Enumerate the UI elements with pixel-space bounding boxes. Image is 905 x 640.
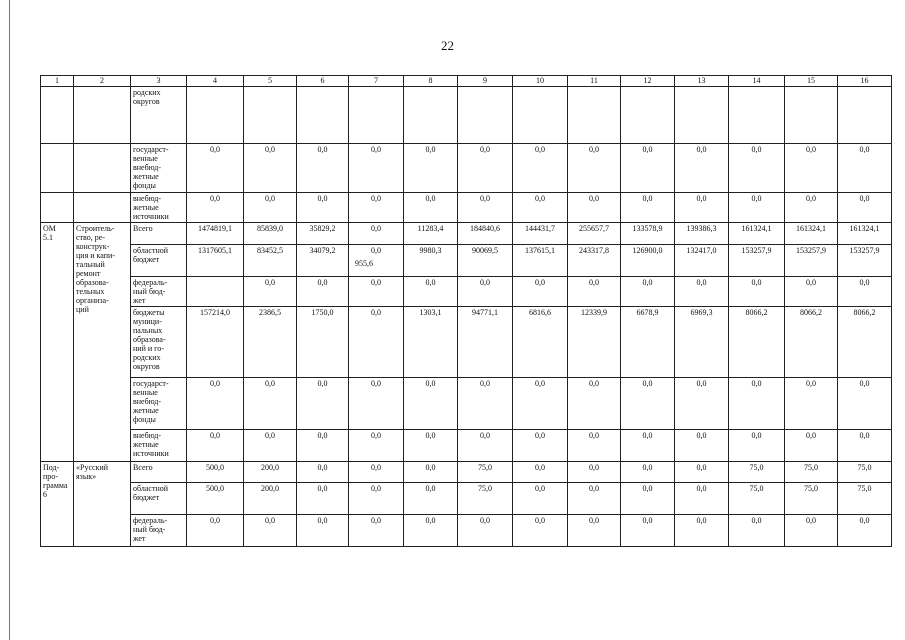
amount-cell: 2386,5: [244, 307, 297, 378]
amount-cell: 0,0: [513, 462, 568, 483]
column-header: 6: [297, 76, 349, 87]
amount-cell: 12339,9: [568, 307, 621, 378]
amount-cell: 0,0: [513, 430, 568, 462]
amount-cell: 75,0: [458, 483, 513, 515]
left-margin-line: [9, 0, 10, 640]
amount-cell: [187, 87, 244, 144]
table-row: [41, 430, 892, 462]
amount-cell: 0,0: [349, 193, 404, 223]
amount-cell: 0,0: [838, 277, 892, 307]
column-header: 1: [41, 76, 74, 87]
table-row: [41, 87, 892, 144]
amount-cell: 153257,9: [785, 245, 838, 277]
column-header: 16: [838, 76, 892, 87]
funding-source: родских округов: [131, 87, 187, 144]
amount-cell: [187, 277, 244, 307]
column-header: 10: [513, 76, 568, 87]
column-header: 11: [568, 76, 621, 87]
amount-cell: 6678,9: [621, 307, 675, 378]
amount-cell: 8066,2: [838, 307, 892, 378]
amount-cell: 0,0: [244, 430, 297, 462]
amount-cell: 161324,1: [729, 223, 785, 245]
amount-cell: 0,0: [568, 277, 621, 307]
amount-cell: 0,0: [458, 144, 513, 193]
column-header: 14: [729, 76, 785, 87]
amount-cell: 0,0: [404, 144, 458, 193]
amount-cell: 0,0: [621, 483, 675, 515]
amount-cell: 0,0: [349, 515, 404, 547]
amount-cell: 0,0: [404, 515, 458, 547]
program-name: [74, 193, 131, 223]
column-header: 2: [74, 76, 131, 87]
amount-cell: 0,0: [244, 144, 297, 193]
amount-cell: 243317,8: [568, 245, 621, 277]
amount-cell: 0,0: [404, 193, 458, 223]
table-row: [41, 462, 892, 483]
amount-cell: 0,0: [297, 193, 349, 223]
funding-source: государст- венные внебюд- жетные фонды: [131, 144, 187, 193]
amount-cell: 184840,6: [458, 223, 513, 245]
amount-cell: 75,0: [838, 462, 892, 483]
amount-cell: 153257,9: [729, 245, 785, 277]
amount-cell: 0,0: [568, 462, 621, 483]
amount-cell: 0,0: [675, 483, 729, 515]
amount-cell: 0,0: [513, 378, 568, 430]
funding-source: Всего: [131, 223, 187, 245]
amount-cell: 0,0: [458, 378, 513, 430]
amount-cell: 0,0: [568, 483, 621, 515]
amount-cell: 0,0: [621, 515, 675, 547]
amount-cell: 0,0: [785, 515, 838, 547]
amount-cell: 1750,0: [297, 307, 349, 378]
column-header: 3: [131, 76, 187, 87]
table-row: [41, 483, 892, 515]
program-code: [41, 144, 74, 193]
amount-cell: 0,0: [297, 378, 349, 430]
amount-cell: 85839,0: [244, 223, 297, 245]
amount-cell: 0,0: [349, 277, 404, 307]
amount-cell: 0,0: [349, 462, 404, 483]
amount-cell: 0,0: [729, 277, 785, 307]
amount-cell: 0,0: [404, 430, 458, 462]
amount-cell: 0,0: [187, 193, 244, 223]
table-row: [41, 277, 892, 307]
amount-cell: [729, 87, 785, 144]
amount-cell: 75,0: [785, 462, 838, 483]
amount-cell: 0,0: [349, 245, 404, 277]
amount-cell: 0,0: [838, 144, 892, 193]
amount-cell: 0,0: [513, 277, 568, 307]
program-code: [41, 87, 74, 144]
amount-cell: 75,0: [838, 483, 892, 515]
amount-cell: [785, 87, 838, 144]
amount-cell: 1474819,1: [187, 223, 244, 245]
funding-source: внебюд- жетные источники: [131, 430, 187, 462]
amount-cell: 0,0: [621, 462, 675, 483]
amount-cell: 0,0: [349, 430, 404, 462]
amount-cell: 0,0: [404, 483, 458, 515]
program-code: [41, 193, 74, 223]
program-name: [74, 144, 131, 193]
amount-cell: 0,0: [187, 515, 244, 547]
table-row: [41, 307, 892, 378]
funding-source: областной бюджет: [131, 483, 187, 515]
amount-cell: 90069,5: [458, 245, 513, 277]
amount-cell: 75,0: [729, 483, 785, 515]
funding-source: областной бюджет: [131, 245, 187, 277]
amount-cell: 0,0: [785, 430, 838, 462]
column-header: 13: [675, 76, 729, 87]
funding-source: Всего: [131, 462, 187, 483]
amount-cell: 34079,2: [297, 245, 349, 277]
amount-cell: 0,0: [675, 193, 729, 223]
funding-source: государст- венные внебюд- жетные фонды: [131, 378, 187, 430]
amount-cell: 500,0: [187, 483, 244, 515]
amount-cell: 0,0: [513, 193, 568, 223]
amount-cell: [621, 87, 675, 144]
amount-cell: 0,0: [785, 378, 838, 430]
amount-cell: 0,0: [568, 144, 621, 193]
table-row: [41, 144, 892, 193]
amount-cell: 200,0: [244, 483, 297, 515]
amount-cell: 8066,2: [785, 307, 838, 378]
amount-cell: [404, 87, 458, 144]
amount-cell: 0,0: [729, 378, 785, 430]
table-row: [41, 193, 892, 223]
amount-cell: 0,0: [349, 378, 404, 430]
amount-cell: 0,0: [458, 515, 513, 547]
amount-cell: 0,0: [297, 515, 349, 547]
amount-cell: 0,0: [568, 515, 621, 547]
column-header: 9: [458, 76, 513, 87]
amount-cell: 0,0: [297, 277, 349, 307]
amount-cell: 1317605,1: [187, 245, 244, 277]
amount-cell: 75,0: [785, 483, 838, 515]
header-row: [41, 76, 892, 87]
amount-cell: 0,0: [838, 430, 892, 462]
program-name: [74, 87, 131, 144]
amount-cell: 75,0: [729, 462, 785, 483]
amount-cell: 126900,0: [621, 245, 675, 277]
table-row: [41, 223, 892, 245]
amount-cell: [838, 87, 892, 144]
table-row: [41, 378, 892, 430]
amount-cell: 0,0: [785, 193, 838, 223]
amount-cell: 0,0: [675, 378, 729, 430]
amount-cell: [244, 87, 297, 144]
amount-cell: 0,0: [404, 378, 458, 430]
amount-cell: 0,0: [838, 378, 892, 430]
page-number: 22: [441, 38, 454, 53]
amount-cell: [568, 87, 621, 144]
amount-cell: 132417,0: [675, 245, 729, 277]
funding-source: федераль- ный бюд- жет: [131, 515, 187, 547]
amount-cell: 0,0: [675, 430, 729, 462]
amount-cell: 137615,1: [513, 245, 568, 277]
budget-table: [40, 75, 892, 547]
amount-cell: 0,0: [297, 462, 349, 483]
amount-cell: 161324,1: [838, 223, 892, 245]
amount-cell: 0,0: [244, 378, 297, 430]
amount-cell: 0,0: [244, 515, 297, 547]
amount-cell: 0,0: [838, 193, 892, 223]
amount-cell: 0,0: [568, 378, 621, 430]
amount-cell: [513, 87, 568, 144]
column-header: 7: [349, 76, 404, 87]
amount-cell: 139386,3: [675, 223, 729, 245]
amount-cell: 0,0: [187, 378, 244, 430]
amount-cell: 0,0: [513, 483, 568, 515]
amount-cell: 0,0: [729, 430, 785, 462]
funding-source: федераль- ный бюд- жет: [131, 277, 187, 307]
amount-cell: 500,0: [187, 462, 244, 483]
amount-cell: 157214,0: [187, 307, 244, 378]
program-code: ОМ 5.1: [41, 223, 74, 462]
amount-cell: [458, 87, 513, 144]
amount-cell: 0,0: [729, 193, 785, 223]
amount-cell: 0,0: [513, 144, 568, 193]
amount-cell: 0,0: [621, 144, 675, 193]
amount-cell: 0,0: [513, 515, 568, 547]
amount-cell: 0,0: [458, 277, 513, 307]
amount-cell: 0,0: [349, 144, 404, 193]
amount-cell: 161324,1: [785, 223, 838, 245]
amount-cell: 0,0: [297, 144, 349, 193]
amount-cell: 9980,3: [404, 245, 458, 277]
column-header: 4: [187, 76, 244, 87]
funding-source: внебюд- жетные источники: [131, 193, 187, 223]
amount-cell: 0,0: [458, 193, 513, 223]
amount-cell: 0,0: [297, 483, 349, 515]
amount-cell: 0,0: [458, 430, 513, 462]
amount-cell: 0,0: [244, 193, 297, 223]
amount-cell: 0,0: [187, 144, 244, 193]
amount-cell: 0,0: [621, 277, 675, 307]
amount-cell: 0,0: [621, 193, 675, 223]
funding-source: бюджеты муници- пальных образова- ний и го- родских округов: [131, 307, 187, 378]
amount-cell: 75,0: [458, 462, 513, 483]
column-header: 15: [785, 76, 838, 87]
amount-cell: 0,0: [675, 515, 729, 547]
amount-cell: 6969,3: [675, 307, 729, 378]
amount-cell: 0,0: [297, 430, 349, 462]
program-name: Строитель- ство, ре- конструк- ция и капи- тальный ремонт образова- тельных организа- ций: [74, 223, 131, 462]
program-name: «Русский язык»: [74, 462, 131, 547]
amount-cell: 153257,9: [838, 245, 892, 277]
amount-cell: 0,0: [187, 430, 244, 462]
amount-cell: [349, 87, 404, 144]
amount-cell: 0,0: [404, 462, 458, 483]
amount-cell: [675, 87, 729, 144]
amount-cell: 133578,9: [621, 223, 675, 245]
amount-cell: 0,0: [729, 144, 785, 193]
amount-cell: 1303,1: [404, 307, 458, 378]
amount-cell: 6816,6: [513, 307, 568, 378]
amount-cell: 144431,7: [513, 223, 568, 245]
amount-cell: 0,0: [785, 144, 838, 193]
amount-cell: 0,0: [568, 430, 621, 462]
amount-cell: 94771,1: [458, 307, 513, 378]
amount-cell: 0,0: [729, 515, 785, 547]
amount-cell: 0,0: [621, 430, 675, 462]
amount-cell: 8066,2: [729, 307, 785, 378]
amount-cell: [297, 87, 349, 144]
amount-cell: 0,0: [244, 277, 297, 307]
amount-cell: 0,0: [675, 462, 729, 483]
amount-cell: 0,0: [568, 193, 621, 223]
amount-cell: 0,0: [785, 277, 838, 307]
footnote-value: 955,6: [355, 259, 373, 268]
amount-cell: 0,0: [349, 223, 404, 245]
amount-cell: 0,0: [349, 307, 404, 378]
column-header: 12: [621, 76, 675, 87]
amount-cell: 0,0: [621, 378, 675, 430]
amount-cell: 0,0: [675, 277, 729, 307]
column-header: 5: [244, 76, 297, 87]
table-row: [41, 515, 892, 547]
column-header: 8: [404, 76, 458, 87]
amount-cell: 255657,7: [568, 223, 621, 245]
program-code: Под- про- грамма 6: [41, 462, 74, 547]
amount-cell: 0,0: [838, 515, 892, 547]
amount-cell: 11283,4: [404, 223, 458, 245]
amount-cell: 83452,5: [244, 245, 297, 277]
amount-cell: 0,0: [404, 277, 458, 307]
amount-cell: 200,0: [244, 462, 297, 483]
amount-cell: 0,0: [349, 483, 404, 515]
amount-cell: 35829,2: [297, 223, 349, 245]
amount-cell: 0,0: [675, 144, 729, 193]
table-row: [41, 245, 892, 277]
